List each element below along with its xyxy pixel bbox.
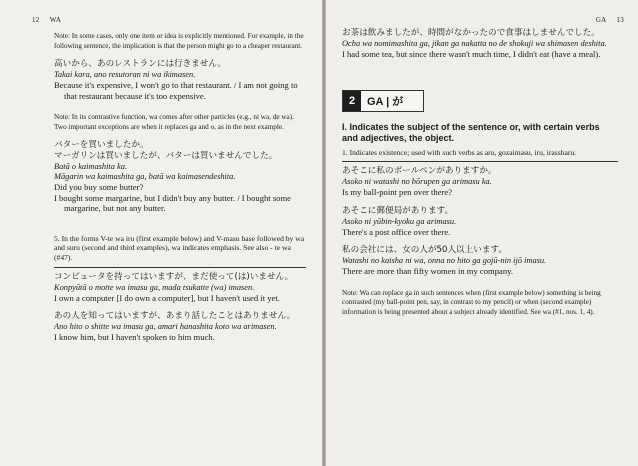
entry-banner	[342, 90, 424, 112]
right-page-header	[342, 16, 624, 28]
example-japanese: 高いから、あのレストランには行きません。	[54, 59, 227, 70]
entry-number: 2	[343, 91, 361, 111]
example-english: I had some tea, but since there wasn't much time, I didn't eat (have a meal).	[342, 49, 601, 59]
example-romaji: Takai kara, ano resutoran ni wa ikimasen.	[54, 70, 196, 80]
example-romaji: Ocha wa nomimashita ga, jikan ga nakatta no de shokuji wa shimasen deshita.	[342, 39, 607, 48]
example-english: I bought some margarine, but I didn't buy any butter. / I bought some margarine, but not any butter.	[54, 192, 291, 214]
example-english: Because it's expensive, I won't go to that restaurant. / I am not going to that restaurant because it's too expensive.	[54, 80, 298, 101]
example-romaji: Ano hito o shitte wa imasu ga, amari hanashita koto wa arimasen.	[54, 322, 277, 332]
example-english: There are more than fifty women in my company.	[342, 266, 514, 277]
example-english: Is my ball-point pen over there?	[342, 187, 453, 198]
right-page	[326, 0, 638, 466]
example-japanese: あの人を知ってはいますが、あまり話したことはありません。	[54, 311, 296, 322]
note-paragraph: Note: In some cases, only one item or idea is explicitly mentioned. For example, in the following sentence, the implication is that the person might go to a cheaper restaurant.	[54, 32, 304, 50]
example-romaji: Batā o kaimashita ka.	[54, 162, 128, 172]
example-romaji: Māgarin wa kaimashita ga, batā wa kaimasendeshita.	[54, 172, 236, 182]
example-japanese: マーガリンは買いましたが、バターは買いませんでした。	[54, 151, 278, 162]
right-running-head: GA	[595, 16, 607, 24]
left-page-number: 12	[32, 16, 40, 24]
example-japanese: 私の会社には、女の人が50人以上います。	[342, 245, 507, 256]
example-english: Did you buy some butter?	[54, 182, 144, 193]
note-paragraph: Note: In its contrastive function, wa comes after other particles (e.g., ni wa, de wa). Two important exceptions are when it replaces ga and o, as in the next example.	[54, 113, 294, 131]
section-heading: I. Indicates the subject of the sentence or, with certain verbs and adjectives, the object.	[342, 121, 600, 143]
note-paragraph: Note: Wa can replace ga in such sentences when (first example below) something is being contrasted (my ball-point pen, say, in contrast to my pencil) or when (second example) information is being presented about a subject already identified. See wa (#1, nos. 1, 4).	[342, 288, 601, 316]
example-japanese: コンピュータを持ってはいますが、まだ使って(は)いません。	[54, 271, 294, 282]
left-page-header	[32, 16, 306, 28]
example-english: There's a post office over there.	[342, 226, 451, 237]
divider	[342, 161, 618, 162]
numbered-item: 5. In the forms V-te wa iru (first example below) and V-masu base followed by wa and suru (second and third examples), wa indicates emphasis. See also - te wa (#47).	[54, 233, 305, 263]
example-romaji: Asoko ni yūbin-kyoku ga arimasu.	[342, 216, 457, 226]
example-japanese: バターを買いましたか。	[54, 140, 149, 151]
example-romaji: Asoko ni watashi no bōrupen ga arimasu ka.	[342, 177, 492, 187]
example-english: I know him, but I haven't spoken to him much.	[54, 332, 215, 343]
numbered-item: 1. Indicates existence; used with such verbs as aru, gozaimasu, iru, irassharu.	[342, 147, 577, 157]
right-page-number: 13	[616, 16, 624, 24]
example-japanese: あそこに郵便局があります。	[342, 205, 454, 216]
entry-title: GA | が	[367, 95, 404, 108]
divider	[54, 267, 306, 268]
example-romaji: Konpyūtā o motte wa imasu ga, mada tsukatte (wa) imasen.	[54, 282, 255, 292]
example-japanese: あそこに私のボールペンがありますか。	[342, 166, 497, 177]
example-japanese: お茶は飲みましたが、時間がなかったので食事はしませんでした。	[342, 28, 600, 38]
example-romaji: Watashi no kaisha ni wa, onna no hito ga gojū-nin ijō imasu.	[342, 256, 547, 266]
example-english: I own a computer [I do own a computer], but I haven't used it yet.	[54, 292, 280, 303]
left-running-head: WA	[49, 16, 62, 24]
